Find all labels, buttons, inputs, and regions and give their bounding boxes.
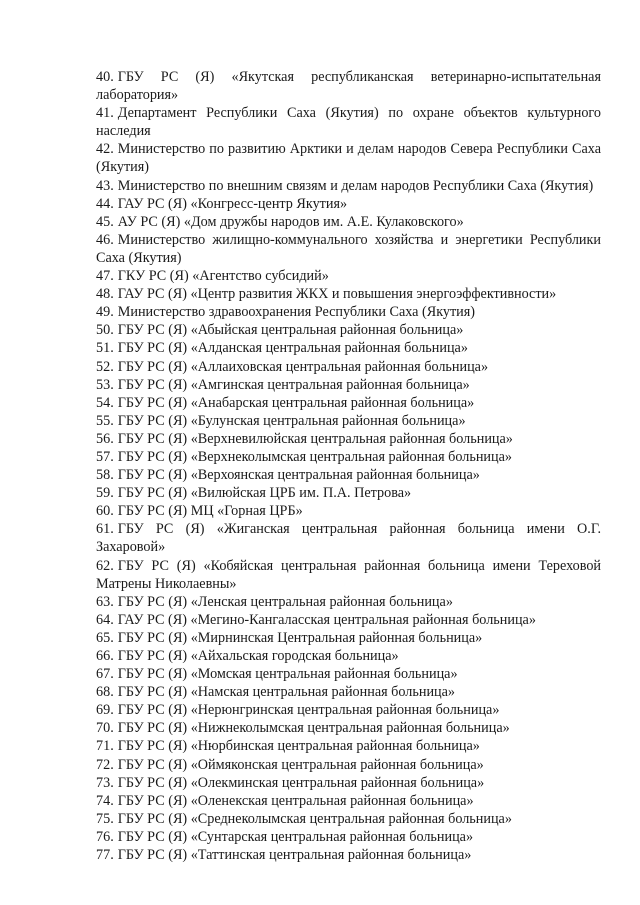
list-item: [96, 339, 601, 357]
list-item: [96, 177, 601, 195]
item-text: ГБУ РС (Я) «Оймяконская центральная районная больница»: [117, 756, 484, 773]
list-item: [96, 593, 601, 611]
item-number: 56.: [96, 430, 114, 447]
item-text: Министерство по развитию Арктики и делам народов Севера Республики Саха (Якутия): [96, 141, 601, 176]
list-item: [96, 358, 601, 376]
list-item: [96, 756, 601, 774]
item-number: 69.: [96, 702, 114, 719]
item-number: 53.: [96, 376, 114, 393]
item-text: ГБУ РС (Я) «Жиганская центральная районная больница имени О.Г. Захаровой»: [96, 521, 601, 556]
item-text: ГБУ РС (Я) «Амгинская центральная районная больница»: [117, 376, 470, 393]
item-text: ГБУ РС (Я) «Верхоянская центральная районная больница»: [117, 467, 480, 484]
list-item: [96, 448, 601, 466]
list-item: [96, 792, 601, 810]
item-number: 61.: [96, 521, 114, 538]
item-text: ГБУ РС (Я) «Верхнеколымская центральная районная больница»: [117, 448, 513, 465]
item-text: ГБУ РС (Я) «Верхневилюйская центральная районная больница»: [117, 430, 513, 447]
item-text: ГБУ РС (Я) «Сунтарская центральная районная больница»: [117, 828, 474, 845]
list-item: [96, 412, 601, 430]
item-text: ГБУ РС (Я) «Анабарская центральная районная больница»: [117, 394, 475, 411]
item-text: ГБУ РС (Я) «Айхальская городская больница»: [117, 648, 399, 664]
item-number: 71.: [96, 738, 114, 755]
list-item: [96, 68, 601, 104]
item-text: Министерство жилищно-коммунального хозяйства и энергетики Республики Саха (Якутия): [96, 231, 601, 266]
item-text: ГБУ РС (Я) «Нерюнгринская центральная районная больница»: [117, 702, 500, 719]
item-number: 72.: [96, 756, 114, 773]
list-item: [96, 394, 601, 412]
item-number: 62.: [96, 557, 114, 574]
list-item: [96, 466, 601, 484]
list-item: [96, 611, 601, 629]
item-number: 45.: [96, 213, 114, 230]
item-text: Департамент Республики Саха (Якутия) по охране объектов культурного наследия: [96, 105, 601, 140]
item-number: 50.: [96, 322, 114, 339]
item-text: ГБУ РС (Я) «Аллаиховская центральная районная больница»: [117, 358, 489, 375]
list-item: [96, 195, 601, 213]
item-number: 44.: [96, 195, 114, 212]
item-number: 43.: [96, 177, 114, 194]
item-text: ГБУ РС (Я) «Оленекская центральная районная больница»: [117, 792, 474, 809]
item-text: ГБУ РС (Я) «Нюрбинская центральная районная больница»: [117, 738, 480, 755]
item-number: 65.: [96, 629, 114, 646]
list-item: [96, 520, 601, 556]
item-number: 42.: [96, 141, 114, 158]
list-item: [96, 629, 601, 647]
item-number: 59.: [96, 485, 114, 502]
list-item: [96, 376, 601, 394]
item-number: 77.: [96, 847, 114, 864]
item-number: 70.: [96, 720, 114, 737]
list-item: [96, 719, 601, 737]
item-number: 74.: [96, 792, 114, 809]
list-item: [96, 828, 601, 846]
item-text: ГБУ РС (Я) «Ленская центральная районная больница»: [117, 593, 453, 610]
item-text: Министерство по внешним связям и делам народов Республики Саха (Якутия): [117, 177, 594, 194]
item-number: 75.: [96, 810, 114, 827]
item-text: ГБУ РС (Я) «Нижнеколымская центральная районная больница»: [117, 720, 510, 737]
item-number: 58.: [96, 467, 114, 484]
item-number: 51.: [96, 340, 114, 357]
item-number: 57.: [96, 448, 114, 465]
list-item: [96, 683, 601, 701]
item-number: 63.: [96, 593, 114, 610]
list-item: [96, 484, 601, 502]
item-number: 41.: [96, 105, 114, 122]
list-item: [96, 737, 601, 755]
item-number: 52.: [96, 358, 114, 375]
item-text: ГБУ РС (Я) «Вилюйская ЦРБ им. П.А. Петрова»: [117, 485, 412, 502]
item-number: 66.: [96, 648, 114, 664]
item-number: 47.: [96, 268, 114, 285]
item-text: АУ РС (Я) «Дом дружбы народов им. А.Е. Кулаковского»: [117, 213, 464, 230]
item-text: ГКУ РС (Я) «Агентство субсидий»: [117, 268, 329, 285]
item-text: ГБУ РС (Я) «Мирнинская Центральная районная больница»: [117, 629, 483, 646]
list-item: [96, 104, 601, 140]
item-text: ГБУ РС (Я) «Момская центральная районная больница»: [117, 666, 458, 683]
list-item: [96, 647, 601, 665]
item-text: ГБУ РС (Я) «Булунская центральная районная больница»: [117, 412, 466, 429]
item-number: 73.: [96, 774, 114, 791]
item-text: ГБУ РС (Я) «Среднеколымская центральная районная больница»: [117, 810, 512, 827]
list-item: [96, 231, 601, 267]
list-item: [96, 303, 601, 321]
item-text: ГБУ РС (Я) МЦ «Горная ЦРБ»: [117, 503, 303, 520]
item-text: ГБУ РС (Я) «Якутская республиканская ветеринарно-испытательная лаборатория»: [96, 69, 601, 104]
item-text: ГБУ РС (Я) «Олекминская центральная районная больница»: [117, 774, 485, 791]
item-number: 48.: [96, 286, 114, 303]
item-number: 54.: [96, 394, 114, 411]
list-item: [96, 557, 601, 593]
list-item: [96, 321, 601, 339]
list-item: [96, 140, 601, 176]
list-item: [96, 213, 601, 231]
item-number: 49.: [96, 304, 114, 321]
item-number: 40.: [96, 69, 114, 85]
item-number: 67.: [96, 666, 114, 683]
item-text: Министерство здравоохранения Республики Саха (Якутия): [117, 304, 476, 321]
list-item: [96, 846, 601, 864]
list-item: [96, 267, 601, 285]
item-number: 55.: [96, 412, 114, 429]
list-item: [96, 774, 601, 792]
item-text: ГАУ РС (Я) «Центр развития ЖКХ и повышения энергоэффективности»: [117, 286, 557, 303]
item-number: 64.: [96, 611, 114, 628]
item-text: ГБУ РС (Я) «Таттинская центральная районная больница»: [117, 847, 472, 864]
item-text: ГБУ РС (Я) «Алданская центральная районная больница»: [117, 340, 468, 357]
item-text: ГБУ РС (Я) «Кобяйская центральная районная больница имени Тереховой Матрены Николаевны»: [96, 557, 601, 592]
list-item: [96, 430, 601, 448]
item-text: ГАУ РС (Я) «Мегино-Кангаласская центральная районная больница»: [117, 611, 536, 628]
item-number: 68.: [96, 684, 114, 701]
item-number: 76.: [96, 828, 114, 845]
item-text: ГБУ РС (Я) «Намская центральная районная больница»: [117, 684, 456, 701]
list-item: [96, 810, 601, 828]
list-item: [96, 665, 601, 683]
list-item: [96, 285, 601, 303]
list-item: [96, 701, 601, 719]
document-page: [96, 68, 601, 864]
item-number: 60.: [96, 503, 114, 520]
item-text: ГАУ РС (Я) «Конгресс-центр Якутия»: [117, 195, 348, 212]
item-text: ГБУ РС (Я) «Абыйская центральная районная больница»: [117, 322, 464, 339]
list-item: [96, 502, 601, 520]
item-number: 46.: [96, 231, 114, 248]
